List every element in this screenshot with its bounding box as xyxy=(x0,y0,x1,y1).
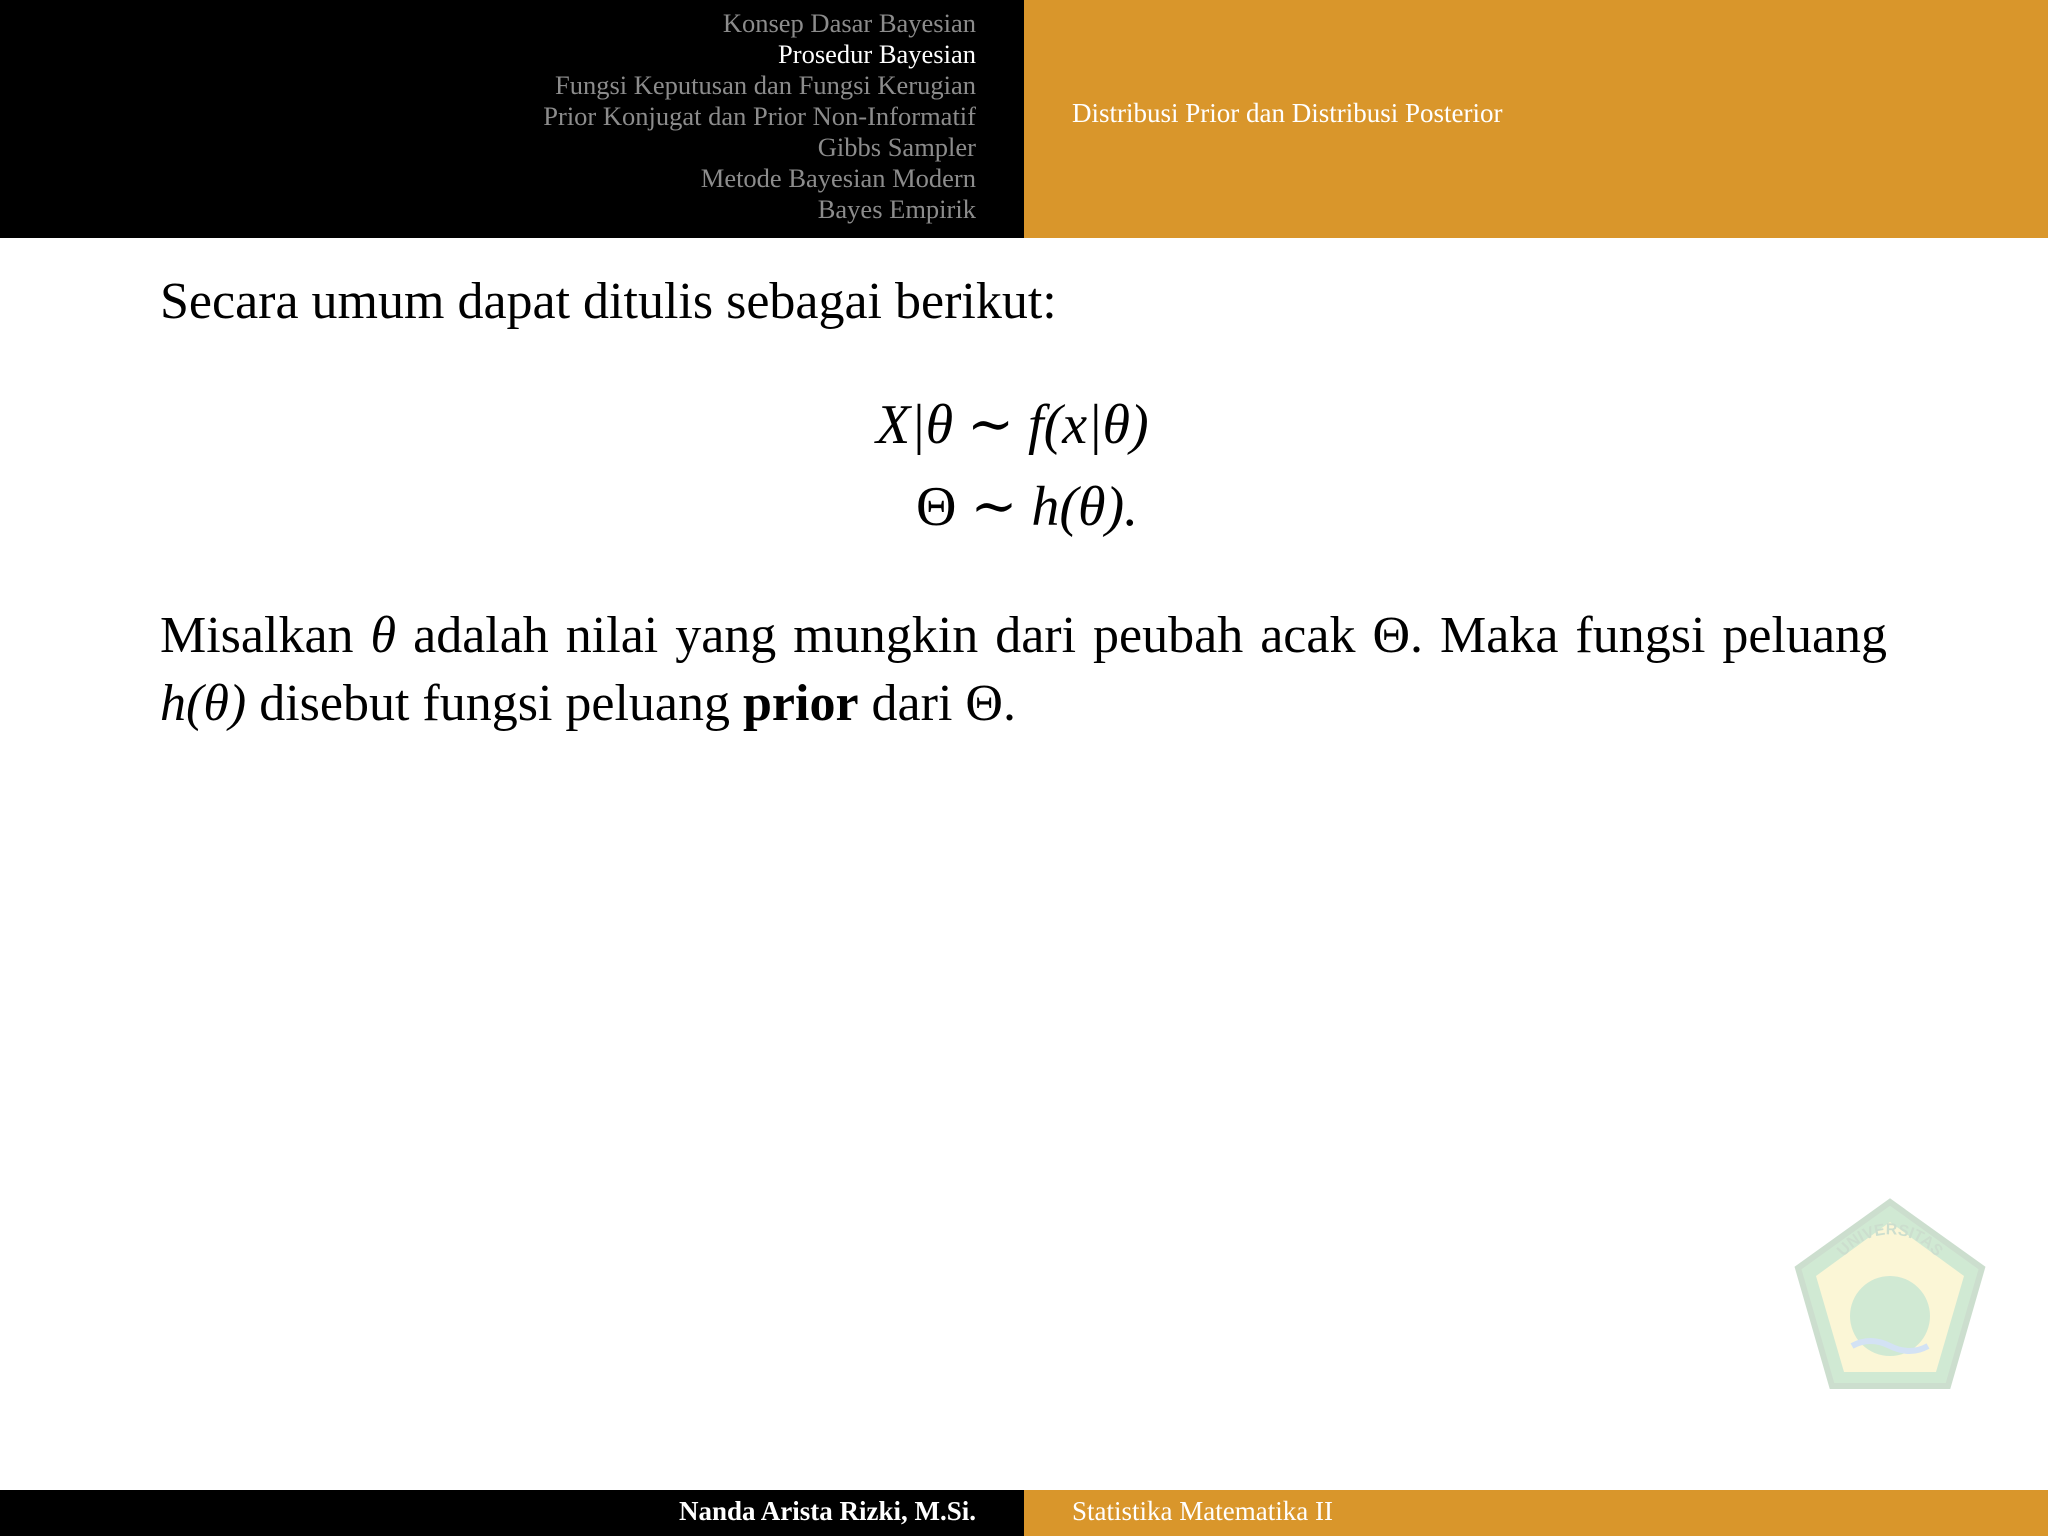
section-navigation xyxy=(543,8,976,225)
footer-course: Statistika Matematika II xyxy=(1072,1496,1333,1526)
para-part-2: adalah nilai yang mungkin dari peubah acak Θ. Maka fungsi peluang xyxy=(413,607,1888,664)
equation-block xyxy=(160,392,1887,562)
equation-prior xyxy=(916,474,1138,539)
nav-item-fungsi-keputusan[interactable]: Fungsi Keputusan dan Fungsi Kerugian xyxy=(554,70,976,100)
eq1-relation: ∼ xyxy=(967,394,1015,456)
subsection-title[interactable]: Distribusi Prior dan Distribusi Posterior xyxy=(1072,98,1503,128)
equation-likelihood xyxy=(876,392,1149,457)
eq2-lhs: Θ xyxy=(916,476,957,538)
lead-sentence: Secara umum dapat ditulis sebagai berikut: xyxy=(160,273,1057,330)
nav-item-bayes-empirik[interactable]: Bayes Empirik xyxy=(817,194,976,224)
slide-header xyxy=(0,0,2048,238)
logo-arc-text: UNIVERSITAS xyxy=(1834,1221,1946,1260)
footer-course-panel xyxy=(1024,1490,2048,1536)
footer-author: Nanda Arista Rizki, M.Si. xyxy=(678,1496,976,1526)
eq2-rhs: h(θ). xyxy=(1031,476,1139,538)
university-logo-watermark xyxy=(1790,1196,1990,1396)
para-part-3: disebut fungsi peluang xyxy=(259,675,731,732)
slide-content xyxy=(160,270,1888,732)
slide-footer xyxy=(0,1490,2048,1536)
para-part-1: Misalkan xyxy=(160,607,354,664)
para-bold-prior: prior xyxy=(743,675,859,732)
nav-item-gibbs-sampler[interactable]: Gibbs Sampler xyxy=(817,132,976,162)
nav-item-prosedur-bayesian[interactable]: Prosedur Bayesian xyxy=(778,39,976,69)
para-theta: θ xyxy=(370,607,397,664)
para-h-theta: h(θ) xyxy=(160,675,247,732)
footer-author-panel xyxy=(0,1490,1024,1536)
eq2-relation: ∼ xyxy=(970,476,1018,538)
para-part-4: dari Θ. xyxy=(871,675,1016,732)
nav-item-konsep-dasar[interactable]: Konsep Dasar Bayesian xyxy=(722,8,976,38)
eq1-lhs: X|θ xyxy=(876,394,954,456)
header-nav-panel xyxy=(0,0,1024,238)
eq1-rhs: f(x|θ) xyxy=(1028,394,1149,456)
nav-item-prior-konjugat[interactable]: Prior Konjugat dan Prior Non-Informatif xyxy=(543,101,976,131)
header-title-panel xyxy=(1024,0,2048,238)
nav-item-metode-modern[interactable]: Metode Bayesian Modern xyxy=(700,163,976,193)
definition-paragraph xyxy=(160,602,1887,738)
